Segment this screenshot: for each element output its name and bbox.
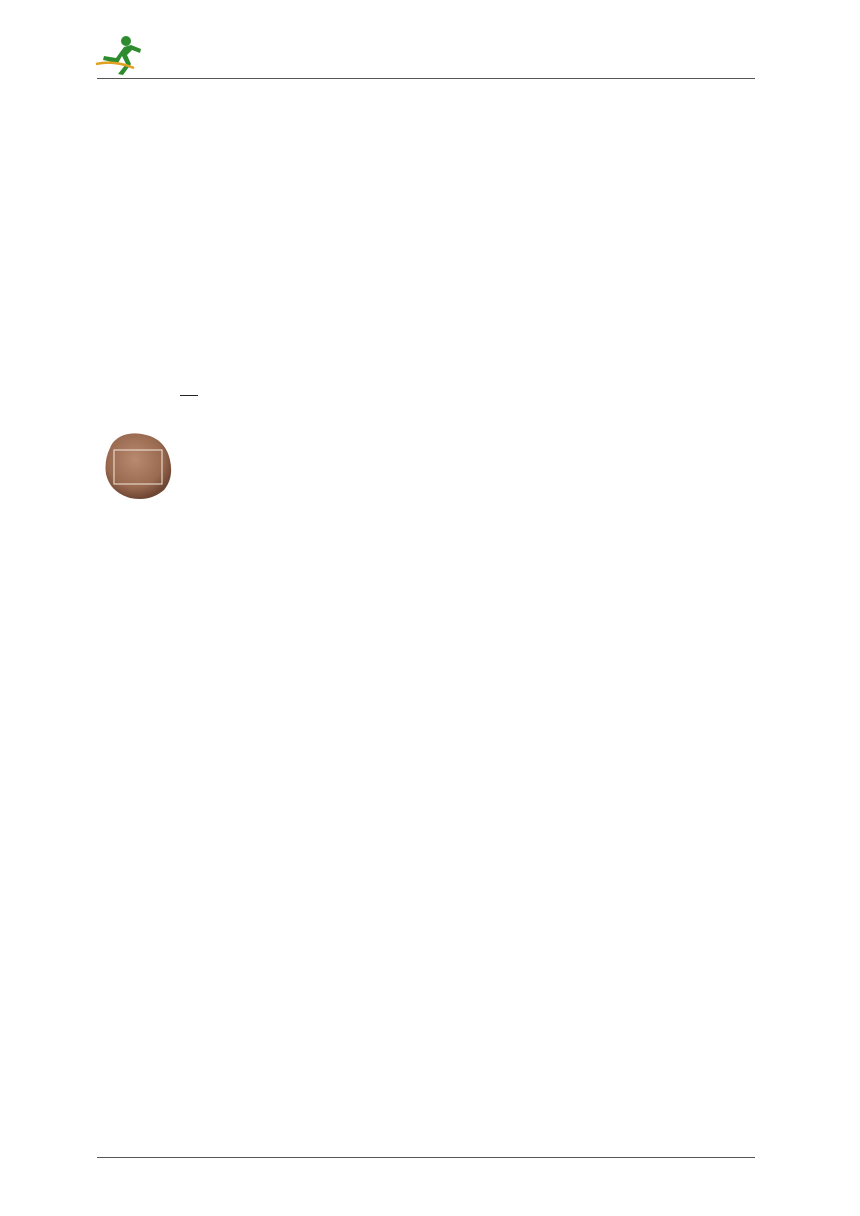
header <box>0 0 860 80</box>
scale-underline <box>180 395 198 396</box>
grid-q18 <box>104 921 567 1096</box>
seal-clay-image <box>100 430 176 502</box>
footer-divider <box>97 1157 755 1158</box>
logo-runner-icon <box>94 34 146 76</box>
grid-blue-cm <box>180 398 539 580</box>
grid-top-with-square <box>108 112 456 286</box>
grid-q17 <box>101 635 504 799</box>
header-divider <box>97 78 755 79</box>
